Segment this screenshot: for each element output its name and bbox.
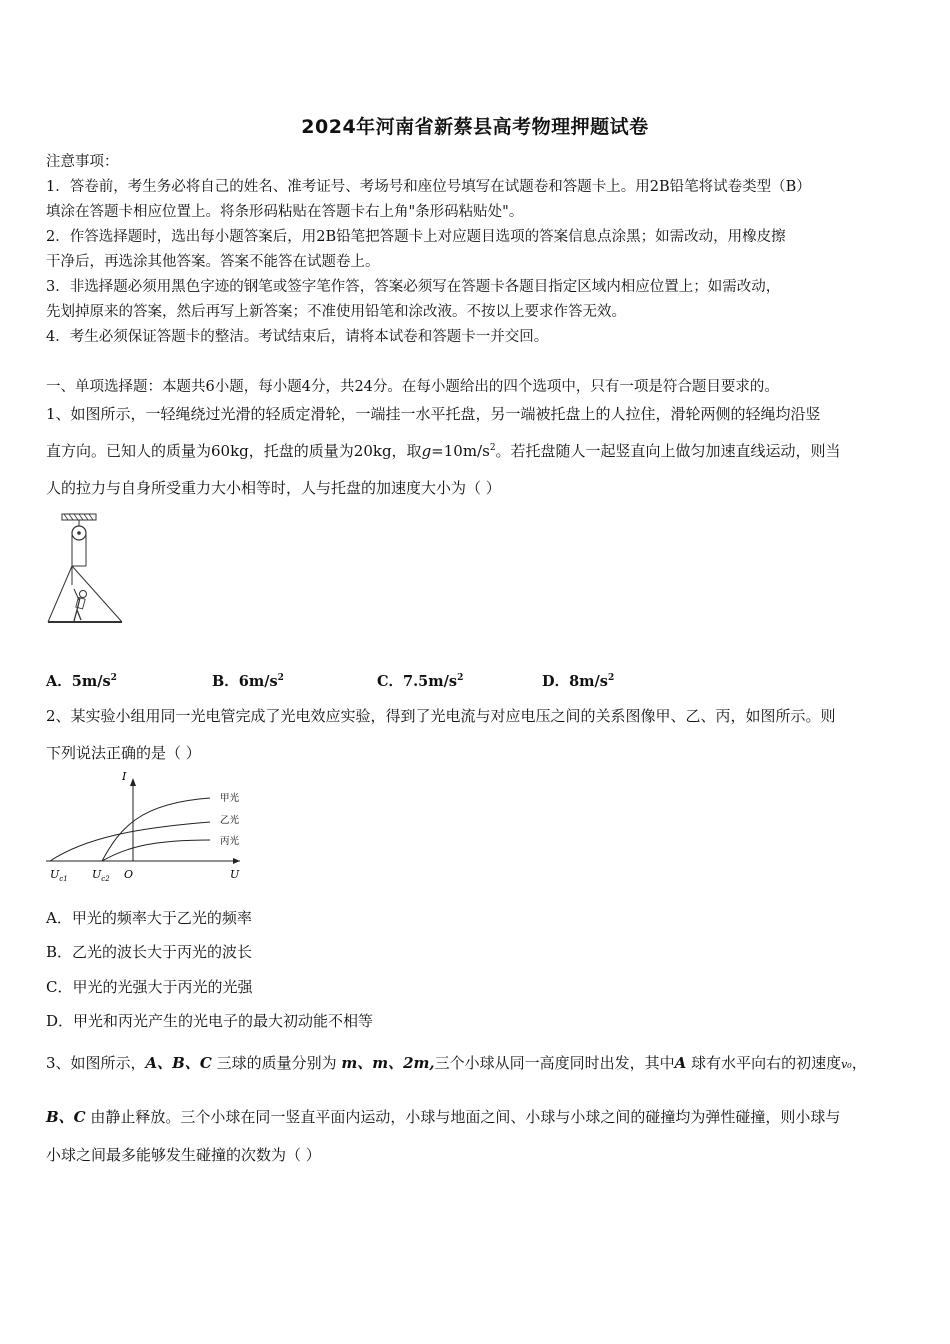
q1-option-b[interactable]: B．$6m/s^2$: [212, 673, 284, 690]
q2-option-b[interactable]: B．乙光的波长大于丙光的波长: [46, 943, 253, 961]
i-axis-label: I: [122, 770, 127, 783]
notice-line-3: 2．作答选择题时，选出每小题答案后，用2B铅笔把答题卡上对应题目选项的答案信息点涂黑；如需改动，用橡皮擦: [46, 229, 786, 245]
curve-jia: [102, 798, 210, 861]
notice-line-4: 干净后，再选涂其他答案。答案不能答在试题卷上。: [46, 254, 380, 270]
notice-line-5: 3．非选择题必须用黑色字迹的钢笔或签字笔作答，答案必须写在答题卡各题目指定区域内相应位置上；如需改动，: [46, 279, 781, 295]
notice-heading: 注意事项：: [46, 154, 119, 170]
u-axis-arrow: [233, 858, 240, 864]
uc2-label: $U_{c2}$: [92, 868, 110, 883]
curve-label-yi: 乙光: [220, 815, 240, 826]
q2-line-1: 2、某实验小组用同一光电管完成了光电效应实验，得到了光电流与对应电压之间的关系图像甲、乙、丙，如图所示。则: [46, 707, 836, 725]
curve-yi: [50, 822, 210, 861]
section-heading: 一、单项选择题：本题共6小题，每小题4分，共24分。在每小题给出的四个选项中，只有一项是符合题目要求的。: [46, 379, 779, 395]
q3-line-1: 3、如图所示，A、B、C 三球的质量分别为 m、m、2m,三个小球从同一高度同时出发，其中A 球有水平向右的初速度v₀，: [46, 1054, 867, 1072]
notice-line-6: 先划掉原来的答案，然后再写上新答案；不准使用铅笔和涂改液。不按以上要求作答无效。: [46, 304, 626, 320]
q2-option-a[interactable]: A．甲光的频率大于乙光的频率: [46, 909, 252, 927]
q2-option-c[interactable]: C．甲光的光强大于丙光的光强: [46, 978, 253, 996]
person-figure: [74, 589, 87, 621]
q1-pulley-figure: [44, 510, 130, 630]
q1-option-a[interactable]: A．$5m/s^2$: [46, 673, 117, 690]
notice-line-2: 填涂在答题卡相应位置上。将条形码粘贴在答题卡右上角"条形码粘贴处"。: [46, 204, 524, 220]
notice-line-7: 4．考生必须保证答题卡的整洁。考试结束后，请将本试卷和答题卡一并交回。: [46, 329, 549, 345]
uc1-label: $U_{c1}$: [50, 868, 68, 883]
q1-line-1: 1、如图所示，一轻绳绕过光滑的轻质定滑轮，一端挂一水平托盘，另一端被托盘上的人拉住，滑轮两侧的轻绳均沿竖: [46, 405, 821, 423]
q1-line-2: 直方向。已知人的质量为60kg，托盘的质量为20kg，取$g=10m/s^2$。若托盘随人一起竖直向上做匀加速直线运动，则当: [46, 442, 841, 460]
curve-bing: [102, 840, 210, 861]
q1-option-d[interactable]: D．$8m/s^2$: [542, 673, 615, 690]
q2-line-2: 下列说法正确的是（ ）: [46, 744, 201, 762]
notice-line-1: 1．答卷前，考生务必将自己的姓名、准考证号、考场号和座位号填写在试题卷和答题卡上。用2B铅笔将试卷类型（B）: [46, 179, 811, 195]
q1-option-c[interactable]: C．$7.5m/s^2$: [377, 673, 464, 690]
curve-label-jia: 甲光: [220, 793, 240, 804]
tray-suspension: [48, 566, 122, 622]
i-axis-arrow: [130, 778, 136, 786]
u-axis-label: U: [230, 868, 240, 881]
curve-label-bing: 丙光: [220, 836, 240, 847]
q3-line-3: 小球之间最多能够发生碰撞的次数为（ ）: [46, 1146, 321, 1164]
origin-label: O: [124, 868, 134, 881]
pulley-axle: [77, 531, 81, 535]
q2-option-d[interactable]: D．甲光和丙光产生的光电子的最大初动能不相等: [46, 1012, 374, 1030]
ceiling-support: [62, 514, 96, 526]
q2-iu-graph: [40, 768, 250, 888]
q1-line-3: 人的拉力与自身所受重力大小相等时，人与托盘的加速度大小为（ ）: [46, 479, 501, 497]
page-title: 2024年河南省新蔡县高考物理押题试卷: [301, 116, 649, 138]
q3-line-2: B、C 由静止释放。三个小球在同一竖直平面内运动，小球与地面之间、小球与小球之间的碰撞均为弹性碰撞，则小球与: [46, 1108, 841, 1126]
